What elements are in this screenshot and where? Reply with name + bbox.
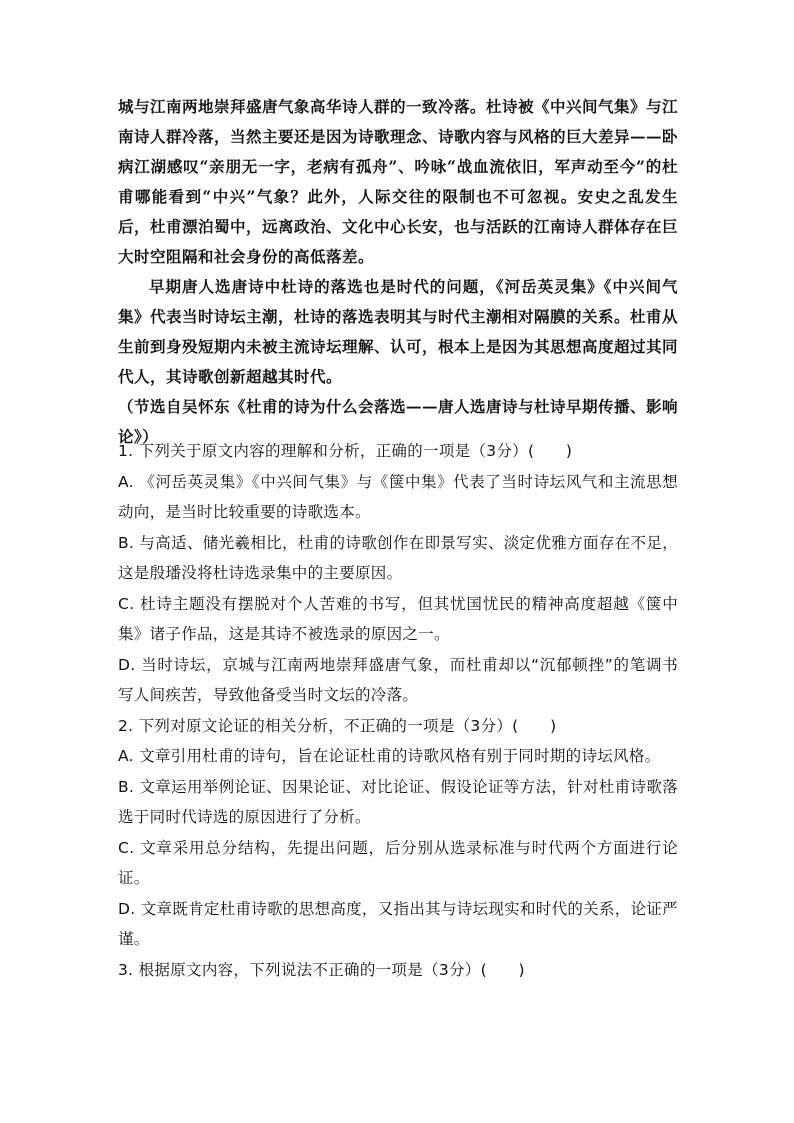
answer-option-b[interactable]: B. 与高适、储光羲相比，杜甫的诗歌创作在即景写实、淡定优雅方面存在不足，这是殷璠没将杜诗选录集中的主要原因。 <box>118 533 678 582</box>
reading-passage <box>118 92 678 452</box>
question-1 <box>118 436 678 711</box>
answer-option-a[interactable]: A. 文章引用杜甫的诗句，旨在论证杜甫的诗歌风格有别于同时期的诗坛风格。 <box>118 747 661 765</box>
answer-option-a[interactable]: A. 《河岳英灵集》《中兴间气集》与《箧中集》代表了当时诗坛风气和主流思想动向，是当时比较重要的诗歌选本。 <box>118 472 678 521</box>
passage-source: （节选自吴怀东《杜甫的诗为什么会落选——唐人选唐诗与杜诗早期传播、影响论》） <box>118 397 679 446</box>
question-list <box>118 436 678 985</box>
answer-option-b[interactable]: B. 文章运用举例论证、因果论证、对比论证、假设论证等方法，针对杜甫诗歌落选于同时代诗选的原因进行了分析。 <box>118 777 678 826</box>
question-stem: 3. 根据原文内容，下列说法不正确的一项是（3分）( ) <box>118 960 525 979</box>
question-stem: 1. 下列关于原文内容的理解和分析，正确的一项是（3分）( ) <box>118 442 573 460</box>
question-2 <box>118 711 678 955</box>
answer-option-c[interactable]: C. 文章采用总分结构，先提出问题，后分别从选录标准与时代两个方面进行论证。 <box>118 838 678 887</box>
answer-option-d[interactable]: D. 文章既肯定杜甫诗歌的思想高度，又指出其与诗坛现实和时代的关系，论证严谨。 <box>118 899 678 948</box>
passage-paragraph: 城与江南两地崇拜盛唐气象高华诗人群的一致冷落。杜诗被《中兴间气集》与江南诗人群冷落，当然主要还是因为诗歌理念、诗歌内容与风格的巨大差异——卧病江湖感叹“亲朋无一字，老病有孤舟”、吟咏“战血流依旧，军声动至今”的杜甫哪能看到“中兴”气象？此外，人际交往的限制也不可忽视。安史之乱发生后，杜甫漂泊蜀中，远离政治、文化中心长安，也与活跃的江南诗人群体存在巨大时空阻隔和社会身份的高低落差。 <box>118 97 679 266</box>
passage-paragraph: 早期唐人选唐诗中杜诗的落选也是时代的问题，《河岳英灵集》《中兴间气集》代表当时诗坛主潮，杜诗的落选表明其与时代主潮相对隔膜的关系。杜甫从生前到身殁短期内未被主流诗坛理解、认可，根本上是因为其思想高度超过其同代人，其诗歌创新超越其时代。 <box>118 277 679 386</box>
answer-option-d[interactable]: D. 当时诗坛，京城与江南两地崇拜盛唐气象，而杜甫却以“沉郁顿挫”的笔调书写人间疾苦，导致他备受当时文坛的冷落。 <box>118 655 678 704</box>
question-3 <box>118 955 678 986</box>
answer-option-c[interactable]: C. 杜诗主题没有摆脱对个人苦难的书写，但其忧国忧民的精神高度超越《箧中集》诸子作品，这是其诗不被选录的原因之一。 <box>118 594 678 643</box>
question-stem: 2. 下列对原文论证的相关分析，不正确的一项是（3分）( ) <box>118 716 557 735</box>
